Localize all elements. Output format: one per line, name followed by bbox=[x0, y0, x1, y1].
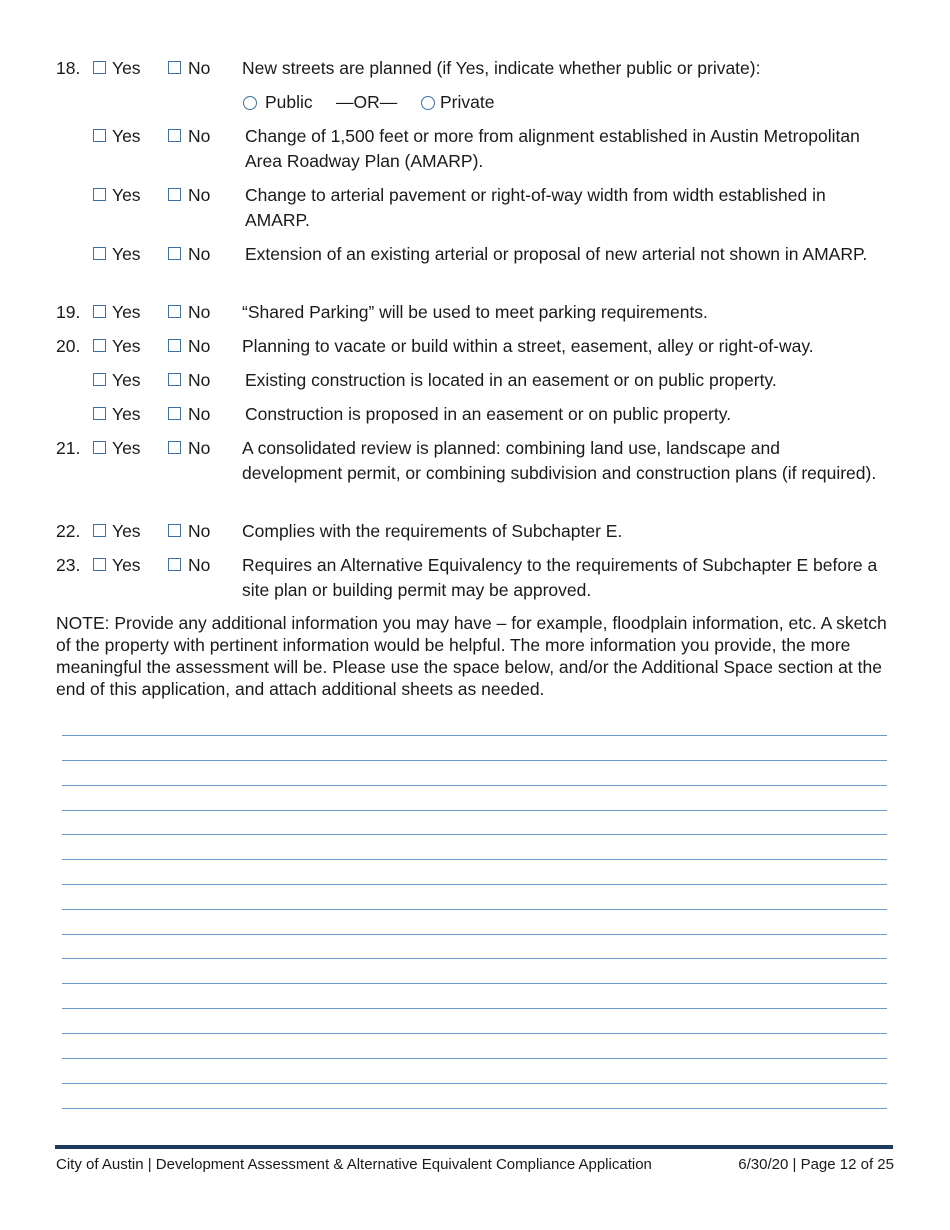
question-number: 23. bbox=[56, 555, 81, 575]
yes-label: Yes bbox=[112, 521, 141, 541]
question-text: Requires an Alternative Equivalency to the requirements of Subchapter E before a site plan or building permit may be approved. bbox=[242, 555, 878, 600]
private-label: Private bbox=[440, 92, 495, 112]
yes-label: Yes bbox=[112, 336, 141, 356]
question-number: 19. bbox=[56, 302, 81, 322]
no-label: No bbox=[188, 185, 211, 205]
public-radio[interactable] bbox=[243, 96, 257, 110]
yes-checkbox[interactable] bbox=[93, 305, 106, 318]
no-checkbox[interactable] bbox=[168, 61, 181, 74]
no-checkbox[interactable] bbox=[168, 188, 181, 201]
writing-line bbox=[62, 1008, 887, 1009]
footer-divider bbox=[55, 1145, 893, 1149]
yes-checkbox[interactable] bbox=[93, 524, 106, 537]
yes-checkbox[interactable] bbox=[93, 407, 106, 420]
writing-line bbox=[62, 1033, 887, 1034]
no-label: No bbox=[188, 126, 211, 146]
writing-line bbox=[62, 1083, 887, 1084]
writing-line bbox=[62, 983, 887, 984]
no-checkbox[interactable] bbox=[168, 524, 181, 537]
yes-checkbox[interactable] bbox=[93, 339, 106, 352]
yes-checkbox[interactable] bbox=[93, 373, 106, 386]
question-text: Complies with the requirements of Subchapter E. bbox=[242, 521, 623, 541]
writing-line bbox=[62, 834, 887, 835]
question-text: Construction is proposed in an easement or on public property. bbox=[245, 404, 732, 424]
yes-checkbox[interactable] bbox=[93, 188, 106, 201]
question-number: 22. bbox=[56, 521, 81, 541]
yes-label: Yes bbox=[112, 126, 141, 146]
writing-line bbox=[62, 958, 887, 959]
question-text: “Shared Parking” will be used to meet parking requirements. bbox=[242, 302, 708, 322]
question-text: Existing construction is located in an easement or on public property. bbox=[245, 370, 777, 390]
yes-label: Yes bbox=[112, 244, 141, 264]
no-label: No bbox=[188, 370, 211, 390]
no-checkbox[interactable] bbox=[168, 441, 181, 454]
yes-checkbox[interactable] bbox=[93, 247, 106, 260]
question-text: Planning to vacate or build within a street, easement, alley or right-of-way. bbox=[242, 336, 814, 356]
question-text: Change to arterial pavement or right-of-way width from width established in AMARP. bbox=[245, 185, 826, 230]
question-text: New streets are planned (if Yes, indicate whether public or private): bbox=[242, 58, 761, 78]
no-label: No bbox=[188, 404, 211, 424]
no-label: No bbox=[188, 521, 211, 541]
writing-line bbox=[62, 859, 887, 860]
question-text: Extension of an existing arterial or proposal of new arterial not shown in AMARP. bbox=[245, 244, 868, 264]
no-checkbox[interactable] bbox=[168, 407, 181, 420]
writing-line bbox=[62, 810, 887, 811]
yes-label: Yes bbox=[112, 555, 141, 575]
footer-page-info: 6/30/20 | Page 12 of 25 bbox=[738, 1156, 894, 1173]
question-number: 18. bbox=[56, 58, 81, 78]
no-label: No bbox=[188, 244, 211, 264]
footer-document-title: City of Austin | Development Assessment & Alternative Equivalent Compliance Application bbox=[56, 1156, 652, 1173]
private-radio[interactable] bbox=[421, 96, 435, 110]
no-label: No bbox=[188, 555, 211, 575]
no-checkbox[interactable] bbox=[168, 305, 181, 318]
writing-line bbox=[62, 884, 887, 885]
no-checkbox[interactable] bbox=[168, 339, 181, 352]
yes-checkbox[interactable] bbox=[93, 558, 106, 571]
no-label: No bbox=[188, 58, 211, 78]
yes-checkbox[interactable] bbox=[93, 61, 106, 74]
yes-label: Yes bbox=[112, 58, 141, 78]
writing-line bbox=[62, 909, 887, 910]
question-number: 21. bbox=[56, 438, 81, 458]
no-label: No bbox=[188, 336, 211, 356]
yes-label: Yes bbox=[112, 302, 141, 322]
yes-label: Yes bbox=[112, 370, 141, 390]
yes-label: Yes bbox=[112, 185, 141, 205]
no-label: No bbox=[188, 438, 211, 458]
question-text: Change of 1,500 feet or more from alignment established in Austin Metropolitan Area Roadway Plan (AMARP). bbox=[245, 126, 860, 171]
writing-line bbox=[62, 934, 887, 935]
question-text: A consolidated review is planned: combining land use, landscape and development permit, or combining subdivision and construction plans (if required). bbox=[242, 438, 877, 483]
writing-line bbox=[62, 1108, 887, 1109]
note-paragraph: NOTE: Provide any additional information you may have – for example, floodplain information, etc. A sketch of the property with pertinent information would be helpful. The more information you provide, the more meaningful the assessment will be. Please use the space below, and/or the Additional Space section at the end of this application, and attach additional sheets as needed. bbox=[56, 613, 887, 699]
no-label: No bbox=[188, 302, 211, 322]
question-number: 20. bbox=[56, 336, 81, 356]
writing-line bbox=[62, 785, 887, 786]
writing-line bbox=[62, 1058, 887, 1059]
or-separator: —OR— bbox=[336, 92, 398, 112]
writing-line bbox=[62, 760, 887, 761]
no-checkbox[interactable] bbox=[168, 373, 181, 386]
yes-checkbox[interactable] bbox=[93, 441, 106, 454]
no-checkbox[interactable] bbox=[168, 558, 181, 571]
yes-label: Yes bbox=[112, 438, 141, 458]
no-checkbox[interactable] bbox=[168, 247, 181, 260]
yes-label: Yes bbox=[112, 404, 141, 424]
public-label: Public bbox=[265, 92, 313, 112]
no-checkbox[interactable] bbox=[168, 129, 181, 142]
writing-line bbox=[62, 735, 887, 736]
yes-checkbox[interactable] bbox=[93, 129, 106, 142]
